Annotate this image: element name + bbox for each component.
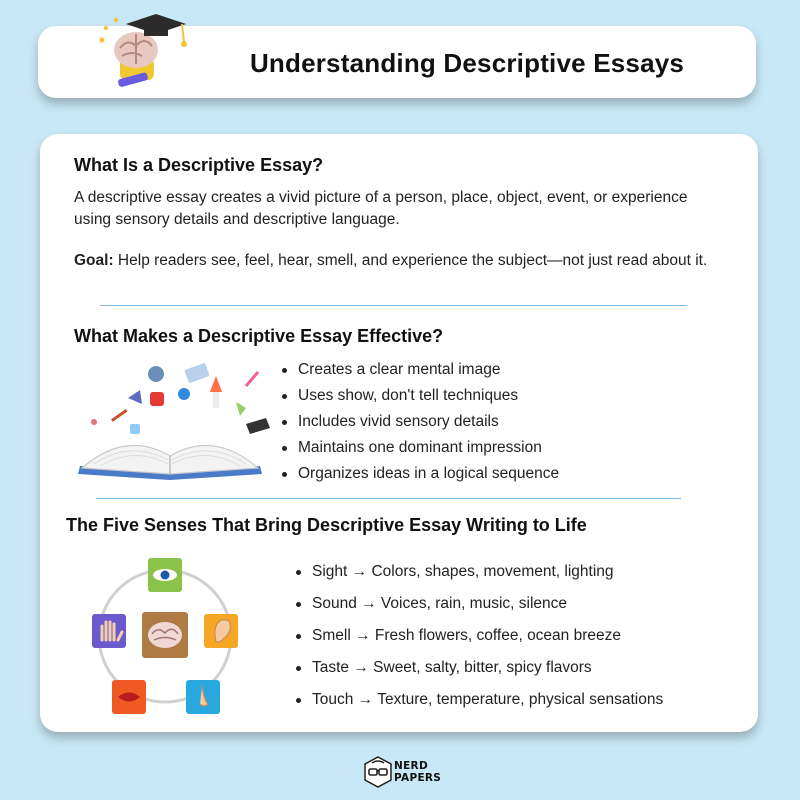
section-heading-effective: What Makes a Descriptive Essay Effective? <box>74 326 444 346</box>
section-heading-definition: What Is a Descriptive Essay? <box>74 155 324 175</box>
section-heading-senses: The Five Senses That Bring Descriptive Essay Writing to Life <box>66 515 587 535</box>
divider <box>96 498 681 499</box>
goal-text <box>74 250 724 272</box>
open-book-icon <box>70 352 270 482</box>
list-item: Smell → Fresh flowers, coffee, ocean breeze <box>290 626 663 658</box>
list-item: Sound → Voices, rain, music, silence <box>290 594 663 626</box>
logo-line2: PAPERS <box>394 772 442 784</box>
nose-icon <box>186 680 220 714</box>
logo-icon <box>364 756 392 788</box>
list-item: Touch → Texture, temperature, physical sensations <box>290 690 663 722</box>
logo <box>364 754 454 790</box>
brain-icon <box>142 612 188 658</box>
list-item: Creates a clear mental image <box>276 360 559 386</box>
list-item: Taste → Sweet, salty, bitter, spicy flavors <box>290 658 663 690</box>
hand-icon <box>92 614 126 648</box>
content-card <box>40 134 758 732</box>
goal-label: Goal: <box>74 252 114 269</box>
ear-icon <box>204 614 238 648</box>
effective-list <box>276 360 559 490</box>
lips-icon <box>112 680 146 714</box>
list-item: Includes vivid sensory details <box>276 412 559 438</box>
senses-list <box>290 562 663 722</box>
divider <box>100 305 687 306</box>
brain-graduation-icon <box>92 10 192 96</box>
goal-description: Help readers see, feel, hear, smell, and experience the subject—not just read about it. <box>113 252 708 269</box>
list-item: Sight → Colors, shapes, movement, lighting <box>290 562 663 594</box>
definition-text: A descriptive essay creates a vivid picture of a person, place, object, event, or experience using sensory details and descriptive language. <box>74 189 688 228</box>
five-senses-diagram <box>90 552 240 717</box>
page-title: Understanding Descriptive Essays <box>249 48 685 78</box>
list-item: Maintains one dominant impression <box>276 438 559 464</box>
list-item: Uses show, don't tell techniques <box>276 386 559 412</box>
list-item: Organizes ideas in a logical sequence <box>276 464 559 490</box>
logo-line1: NERD <box>394 760 428 772</box>
eye-icon <box>148 558 182 592</box>
